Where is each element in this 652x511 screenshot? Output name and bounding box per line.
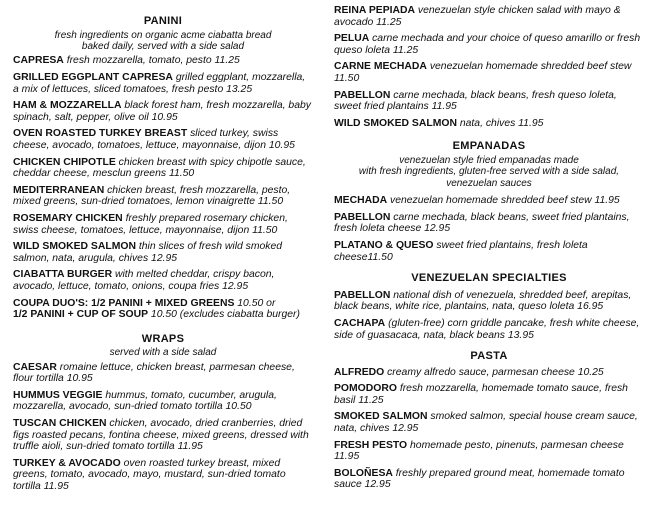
- item-desc: grilled eggplant, mozzarella, a mix of lettuces, sliced tomatoes, fresh pesto 13.25: [13, 72, 306, 95]
- item-desc: sweet fried plantains, fresh loleta cheese11.50: [334, 239, 588, 263]
- panini-desc-line: fresh ingredients on organic acme ciabatta bread: [54, 29, 272, 41]
- item-desc: fresh mozzarella, tomato, pesto 11.25: [66, 55, 240, 67]
- menu-item-turkey-breast: [13, 128, 313, 151]
- right-column: [334, 5, 644, 496]
- item-name: CAESAR: [13, 361, 57, 373]
- wraps-title: WRAPS: [141, 332, 185, 345]
- item-desc: creamy alfredo sauce, parmesan cheese 10.25: [387, 366, 604, 378]
- empanadas-desc-line: venezuelan style fried empanadas made: [399, 154, 579, 166]
- item-name: WILD SMOKED SALMON: [334, 117, 457, 129]
- item-name: POMODORO: [334, 383, 397, 395]
- empanadas-description: [334, 155, 644, 189]
- item-desc: sliced turkey, swiss cheese, avocado, tomatoes, lettuce, mayonnaise, dijon 10.95: [13, 128, 295, 151]
- empanadas-section: [334, 141, 644, 263]
- item-name: PELUA: [334, 33, 370, 45]
- item-desc: chicken breast with spicy chipotle sauce, cheddar cheese, mesclun greens 11.50: [13, 156, 306, 180]
- duo-price: 10.50 or: [237, 297, 276, 309]
- item-name: GRILLED EGGPLANT CAPRESA: [13, 72, 173, 83]
- wraps-description: [13, 347, 313, 358]
- item-name: PABELLON: [334, 289, 391, 301]
- item-desc: venezuelan homemade shredded beef stew 11.50: [334, 61, 632, 84]
- item-name: FRESH PESTO: [334, 439, 408, 451]
- item-desc: chicken breast, fresh mozzarella, pesto, mixed greens, sun-dried tomatoes, lemon vinaigrette 11.50: [13, 184, 291, 208]
- specialties-title: VENEZUELAN SPECIALTIES: [411, 272, 567, 285]
- menu-item-bolonesa: [334, 468, 644, 491]
- wraps-desc-line: served with a side salad: [109, 347, 217, 359]
- menu-item-fresh-pesto: [334, 440, 644, 463]
- menu-item-carne-mechada: [334, 61, 644, 84]
- item-name: HAM & MOZZARELLA: [13, 100, 122, 112]
- menu-item-coupa-duos: [13, 298, 313, 321]
- menu-item-capresa: [13, 55, 313, 67]
- item-desc: homemade pesto, pinenuts, parmesan cheese 11.95: [334, 439, 624, 463]
- item-name: PABELLON: [334, 211, 391, 223]
- menu-item-reina-pepiada: [334, 5, 644, 28]
- item-desc: thin slices of fresh wild smoked salmon, nata, arugula, chives 12.95: [13, 241, 283, 264]
- item-desc: with melted cheddar, crispy bacon, avocado, lettuce, tomato, onions, coupa fries 12.95: [13, 269, 275, 292]
- menu-item-smoked-salmon: [334, 411, 644, 434]
- item-name: SMOKED SALMON: [334, 411, 428, 423]
- item-desc: (gluten-free) corn griddle pancake, fresh white cheese, side of guasacaca, nata, black beans 13.95: [334, 317, 640, 341]
- item-name: TUSCAN CHICKEN: [13, 418, 107, 430]
- menu-item-pabellon: [334, 90, 644, 113]
- menu-item-wild-smoked-salmon: [13, 241, 313, 264]
- pasta-section: [334, 351, 644, 491]
- duo-price: 10.50 (excludes ciabatta burger): [150, 309, 300, 321]
- specialties-section: [334, 273, 644, 341]
- item-name: WILD SMOKED SALMON: [13, 241, 136, 253]
- item-name: CHICKEN CHIPOTLE: [13, 156, 116, 168]
- duo-name: COUPA DUO'S: 1/2 PANINI + MIXED GREENS: [13, 297, 235, 309]
- item-desc: black forest ham, fresh mozzarella, baby spinach, salt, pepper, olive oil 10.95: [13, 100, 311, 123]
- item-name: ROSEMARY CHICKEN: [13, 212, 123, 224]
- item-desc: carne mechada, black beans, sweet fried plantains, fresh loleta cheese 12.95: [334, 211, 630, 235]
- item-desc: fresh mozzarella, homemade tomato sauce, fresh basil 11.25: [334, 383, 628, 406]
- item-name: OVEN ROASTED TURKEY BREAST: [13, 128, 188, 140]
- panini-section: [13, 16, 313, 321]
- menu-item-pelua: [334, 33, 644, 56]
- item-name: PABELLON: [334, 89, 391, 101]
- item-desc: freshly prepared rosemary chicken, swiss cheese, tomatoes, lettuce, mayonnaise, dijon 11.50: [13, 212, 288, 236]
- menu-item-caesar: [13, 362, 313, 385]
- item-desc: oven roasted turkey breast, mixed greens, tomato, avocado, mayo, mustard, sun-dried tomato tortilla 11.95: [13, 457, 286, 493]
- item-name: MECHADA: [334, 195, 388, 207]
- menu-item-wild-smoked-salmon: [334, 118, 644, 130]
- menu-item-alfredo: [334, 367, 644, 379]
- menu-item-empanada-pabellon: [334, 212, 644, 235]
- item-name: TURKEY & AVOCADO: [13, 457, 121, 469]
- item-desc: hummus, tomato, cucumber, arugula, mozzarella, avocado, sun-dried tomato tortilla 10.50: [13, 389, 277, 413]
- empanadas-desc-line: with fresh ingredients, gluten-free served with a side salad,: [358, 166, 620, 178]
- item-desc: freshly prepared ground meat, homemade tomato sauce 12.95: [334, 467, 625, 491]
- menu-item-chicken-chipotle: [13, 157, 313, 180]
- empanadas-desc-line: venezuelan sauces: [446, 177, 532, 189]
- menu-item-tuscan-chicken: [13, 418, 313, 453]
- item-name: BOLOÑESA: [334, 467, 393, 479]
- panini-description: [13, 30, 313, 53]
- arepas-section: [334, 5, 644, 129]
- item-desc: chicken, avocado, dried cranberries, dried figs roasted pecans, fontina cheese, mixed greens, dressed with truffle aioli, sun-dried tomato tortilla 11.95: [13, 418, 309, 453]
- menu-item-ciabatta-burger: [13, 269, 313, 292]
- item-desc: carne mechada, black beans, fresh queso loleta, sweet fried plantains 11.95: [334, 89, 617, 113]
- item-name: PLATANO & QUESO: [334, 239, 434, 251]
- wraps-section: [13, 334, 313, 493]
- menu-item-cachapa: [334, 318, 644, 341]
- item-name: REINA PEPIADA: [334, 5, 416, 16]
- pasta-title: PASTA: [470, 350, 508, 363]
- menu-item-pomodoro: [334, 383, 644, 406]
- menu-item-mediterranean: [13, 185, 313, 208]
- item-desc: venezuelan style chicken salad with mayo & avocado 11.25: [334, 5, 621, 28]
- menu-item-grilled-eggplant-capresa: [13, 72, 313, 95]
- item-name: CAPRESA: [13, 55, 64, 67]
- item-desc: national dish of venezuela, shredded beef, arepitas, black beans, white rice, plantains, nata, queso loleta 16.95: [334, 289, 632, 313]
- menu-item-hummus-veggie: [13, 390, 313, 413]
- item-name: CACHAPA: [334, 317, 386, 329]
- item-name: MEDITERRANEAN: [13, 184, 105, 196]
- menu-item-pabellon-national: [334, 290, 644, 313]
- menu-item-mechada: [334, 195, 644, 207]
- empanadas-title: EMPANADAS: [452, 140, 526, 153]
- panini-desc-line: baked daily, served with a side salad: [81, 41, 245, 52]
- item-name: HUMMUS VEGGIE: [13, 389, 103, 401]
- duo-name: 1/2 PANINI + CUP OF SOUP: [13, 309, 149, 321]
- item-name: CIABATTA BURGER: [13, 269, 113, 281]
- panini-title: PANINI: [143, 15, 183, 27]
- left-column: [13, 16, 313, 498]
- menu-item-ham-mozzarella: [13, 100, 313, 123]
- menu-item-rosemary-chicken: [13, 213, 313, 236]
- item-desc: romaine lettuce, chicken breast, parmesan cheese, flour tortilla 10.95: [13, 361, 295, 385]
- item-desc: nata, chives 11.95: [459, 117, 544, 129]
- item-desc: venezuelan homemade shredded beef stew 11.95: [390, 195, 620, 207]
- item-desc: carne mechada and your choice of queso amarillo or fresh queso loleta 11.25: [334, 33, 641, 56]
- item-name: CARNE MECHADA: [334, 61, 427, 73]
- item-name: ALFREDO: [334, 366, 385, 378]
- item-desc: smoked salmon, special house cream sauce, nata, chives 12.95: [334, 411, 638, 435]
- menu-item-platano-queso: [334, 240, 644, 263]
- menu-item-turkey-avocado: [13, 458, 313, 493]
